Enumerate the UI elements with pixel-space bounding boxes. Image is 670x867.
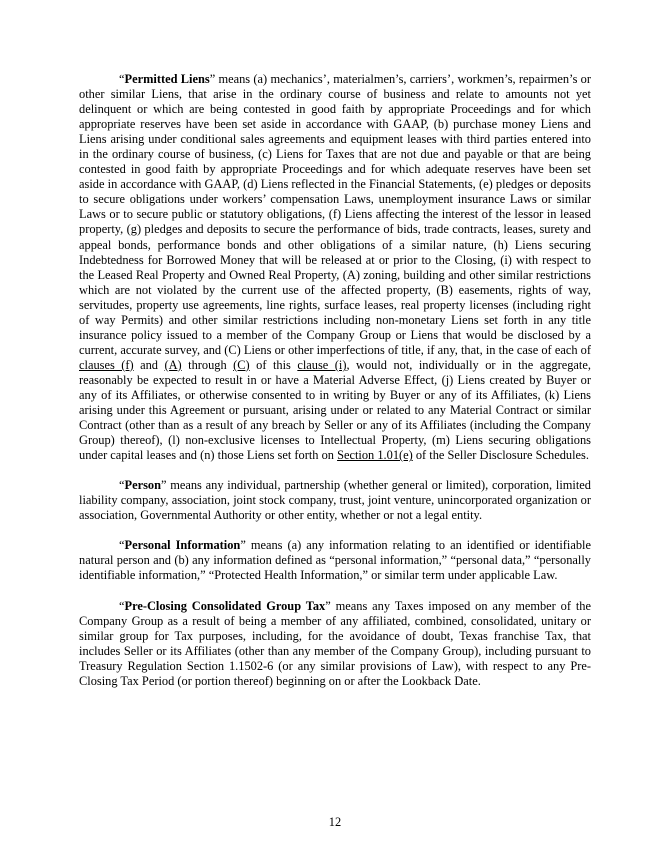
cross-reference: (C) — [233, 357, 250, 372]
definition-pre-closing-consolidated-group-tax: “Pre-Closing Consolidated Group Tax” means any Taxes imposed on any member of the Company Group as a result of being a member of any affiliated, combined, consolidated, unitary or similar group for Tax purposes, including, for the avoidance of doubt, Texas franchise Tax, that includes Seller or its Affiliates (other than any member of the Company Group), including pursuant to Treasury Regulation Section 1.1502-6 (or any similar provisions of Law), with respect to any Pre-Closing Tax Period (or portion thereof) beginning on or after the Lookback Date. — [79, 598, 591, 688]
defined-term: Pre-Closing Consolidated Group Tax — [124, 598, 326, 613]
page-number: 12 — [328, 815, 342, 829]
definition-text: means any individual, partnership (whether general or limited), corporation, limited liability company, association, joint stock company, trust, joint venture, unincorporated organization or association, Governmental Authority or other entity, whether or not a legal entity. — [79, 478, 591, 523]
definition-person: “Person” means any individual, partnership (whether general or limited), corporation, limited liability company, association, joint stock company, trust, joint venture, unincorporated organization or association, Governmental Authority or other entity, whether or not a legal entity. — [79, 478, 591, 523]
cross-reference: (A) — [164, 357, 182, 372]
definition-text: means any Taxes imposed on any member of the Company Group as a result of being a member of any affiliated, combined, consolidated, unitary or similar group for Tax purposes, including, for the avoidance of doubt, Texas franchise Tax, that includes Seller or its Affiliates (other than any member of the Company Group), including pursuant to Treasury Regulation Section 1.1502-6 (or any similar provisions of Law), with respect to any Pre-Closing Tax Period (or portion thereof) beginning on or after the Lookback Date. — [79, 598, 591, 688]
defined-term: Person — [124, 478, 161, 493]
definition-text: means (a) mechanics’, materialmen’s, carriers’, workmen’s, repairmen’s or other similar Liens, that arise in the ordinary course of business and relate to amounts not yet delinquent or which are being contested in good faith by appropriate Proceedings and for which appropriate reserves have been set aside in accordance with GAAP, (b) purchase money Liens and Liens arising under conditional sales agreements and equipment leases with third parties entered into in the ordinary course of business, (c) Liens for Taxes that are not due and payable or that are being contested in good faith by appropriate Proceedings and for which adequate reserves have been set aside in accordance with GAAP, (d) Liens reflected in the Financial Statements, (e) pledges or deposits to secure obligations under workers’ compensation Laws, unemployment insurance Laws or similar Laws or to secure public or statutory obligations, (f) Liens affecting the interest of the lessor in leased property, (g) pledges and deposits to secure the performance of bids, trade contracts, leases, surety and appeal bonds, performance bonds and other obligations of a similar nature, (h) Liens securing Indebtedness for Borrowed Money that will be released at or prior to the Closing, (i) with respect to the Leased Real Property and Owned Real Property, (A) zoning, building and other similar restrictions which are not violated by the current use of the affected property, (B) easements, rights of way, servitudes, property use agreements, line rights, surface leases, real property licenses (including right of way Permits) and other similar restrictions including non-monetary Liens set forth in any title insurance policy issued to a member of the Company Group or Liens that would be disclosed by a current, accurate survey, and (C) Liens or other imperfections of title, if any, that, in the case of each of — [79, 72, 591, 357]
defined-term: Permitted Liens — [124, 72, 210, 86]
cross-reference: clause (i) — [297, 357, 347, 372]
definition-permitted-liens: “Permitted Liens” means (a) mechanics’, materialmen’s, carriers’, workmen’s, repairmen’s or other similar Liens, that arise in the ordinary course of business and relate to amounts not yet delinquent or which are being contested in good faith by appropriate Proceedings and for which appropriate reserves have been set aside in accordance with GAAP, (b) purchase money Liens and Liens arising under conditional sales agreements and equipment leases with third parties entered into in the ordinary course of business, (c) Liens for Taxes that are not due and payable or that are being contested in good faith by appropriate Proceedings and for which adequate reserves have been set aside in accordance with GAAP, (d) Liens reflected in the Financial Statements, (e) pledges or deposits to secure obligations under workers’ compensation Laws, unemployment insurance Laws or similar Laws or to secure public or statutory obligations, (f) Liens affecting the interest of the lessor in leased property, (g) pledges and deposits to secure the performance of bids, trade contracts, leases, surety and appeal bonds, performance bonds and other obligations of a similar nature, (h) Liens securing Indebtedness for Borrowed Money that will be released at or prior to the Closing, (i) with respect to the Leased Real Property and Owned Real Property, (A) zoning, building and other similar restrictions which are not violated by the current use of the affected property, (B) easements, rights of way, servitudes, property use agreements, line rights, surface leases, real property licenses (including right of way Permits) and other similar restrictions including non-monetary Liens set forth in any title insurance policy issued to a member of the Company Group or Liens that would be disclosed by a current, accurate survey, and (C) Liens or other imperfections of title, if any, that, in the case of each of clauses (f) and (A) through (C) of this clause (i), would not, individually or in the aggregate, reasonably be expected to result in or have a Material Adverse Effect, (j) Liens created by Buyer or any of its Affiliates, or otherwise consented to in writing by Buyer or any of its Affiliates, (k) Liens arising under this Agreement or pursuant, arising under or related to any Material Contract or similar Contract (other than as a result of any breach by Seller or any of its Affiliates (including the Company Group) thereof), (l) non-exclusive licenses to Intellectual Property, (m) Liens securing obligations under capital leases and (n) those Liens set forth on Section 1.01(e) of the Seller Disclosure Schedules. — [79, 72, 591, 463]
cross-reference: clauses (f) — [79, 357, 134, 372]
definition-personal-information: “Personal Information” means (a) any information relating to an identified or identifiable natural person and (b) any information defined as “personal information,” “personal data,” “personally identifiable information,” “Protected Health Information,” or similar term under applicable Law. — [79, 538, 591, 583]
cross-reference: Section 1.01(e) — [337, 448, 413, 463]
definition-text: means (a) any information relating to an identified or identifiable natural person and (b) any information defined as “personal information,” “personal data,” “personally identifiable information,” “Protected Health Information,” or similar term under applicable Law. — [79, 538, 591, 583]
defined-term: Personal Information — [124, 538, 241, 553]
